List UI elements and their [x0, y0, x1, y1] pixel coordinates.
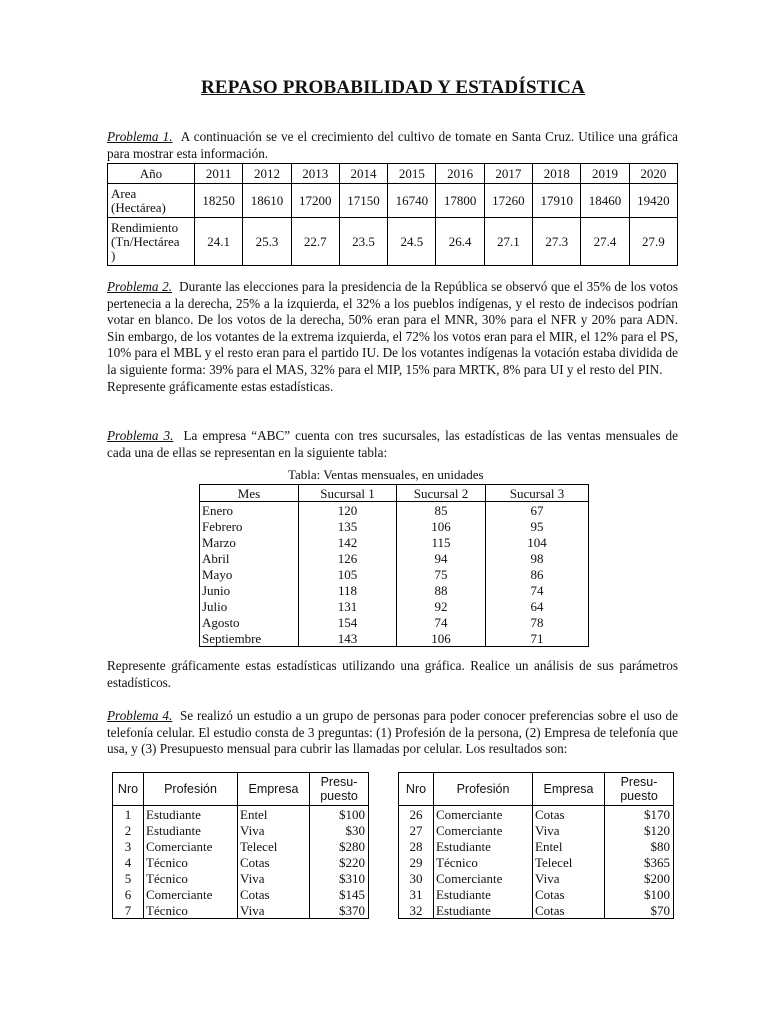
value-cell: 71: [486, 630, 589, 647]
profesion-cell: Comerciante: [144, 886, 238, 902]
table-row: [399, 902, 674, 919]
sales-table: [199, 484, 589, 647]
presupuesto-cell: $100: [310, 806, 369, 823]
table-row: [200, 582, 589, 598]
nro-cell: 31: [399, 886, 434, 902]
empresa-cell: Cotas: [533, 902, 605, 919]
nro-cell: 27: [399, 822, 434, 838]
header-presupuesto-line: puesto: [320, 789, 358, 803]
profesion-cell: Técnico: [434, 854, 533, 870]
month-cell: Septiembre: [200, 630, 299, 647]
month-cell: Abril: [200, 550, 299, 566]
area-cell: 18250: [195, 184, 243, 218]
problem-1-statement: [107, 129, 678, 162]
year-cell: 2015: [388, 164, 436, 184]
problem-1-text: A continuación se ve el crecimiento del cultivo de tomate en Santa Cruz. Utilice una gráfica para mostrar esta información.: [107, 129, 679, 161]
nro-cell: 6: [113, 886, 144, 902]
empresa-cell: Viva: [533, 870, 605, 886]
table-row: [200, 534, 589, 550]
nro-cell: 1: [113, 806, 144, 823]
rend-cell: 27.4: [581, 218, 629, 266]
area-cell: 17200: [291, 184, 339, 218]
value-cell: 78: [486, 614, 589, 630]
year-cell: 2011: [195, 164, 243, 184]
rendimiento-label: [108, 218, 195, 266]
profesion-cell: Técnico: [144, 902, 238, 919]
value-cell: 67: [486, 502, 589, 519]
value-cell: 64: [486, 598, 589, 614]
profesion-cell: Estudiante: [434, 838, 533, 854]
value-cell: 106: [397, 630, 486, 647]
value-cell: 142: [299, 534, 397, 550]
nro-cell: 32: [399, 902, 434, 919]
area-cell: 18610: [243, 184, 291, 218]
rendimiento-label-line: (Tn/Hectárea: [111, 233, 180, 249]
header-presupuesto-line: Presu-: [620, 775, 658, 789]
rend-cell: 26.4: [436, 218, 484, 266]
area-cell: 17800: [436, 184, 484, 218]
value-cell: 120: [299, 502, 397, 519]
table-row: [200, 550, 589, 566]
table-row: [108, 218, 678, 266]
header-presupuesto: [605, 773, 674, 806]
table-row: [399, 886, 674, 902]
year-cell: 2012: [243, 164, 291, 184]
nro-cell: 29: [399, 854, 434, 870]
rend-cell: 24.1: [195, 218, 243, 266]
month-cell: Mayo: [200, 566, 299, 582]
table-row: [113, 806, 369, 823]
profesion-cell: Estudiante: [434, 902, 533, 919]
table-row: [399, 854, 674, 870]
empresa-cell: Viva: [238, 822, 310, 838]
header-presupuesto: [310, 773, 369, 806]
rend-cell: 27.9: [629, 218, 677, 266]
presupuesto-cell: $370: [310, 902, 369, 919]
problem-3-instruction: Represente gráficamente estas estadísticas utilizando una gráfica. Realice un análisis de sus parámetros estadísticos.: [107, 658, 678, 690]
value-cell: 94: [397, 550, 486, 566]
empresa-cell: Cotas: [533, 886, 605, 902]
month-cell: Marzo: [200, 534, 299, 550]
table-header-row: [113, 773, 369, 806]
problem-3-statement: [107, 428, 678, 461]
area-cell: 16740: [388, 184, 436, 218]
presupuesto-cell: $220: [310, 854, 369, 870]
table-row: [200, 598, 589, 614]
table-row: [113, 870, 369, 886]
value-cell: 95: [486, 518, 589, 534]
header-profesion: Profesión: [144, 773, 238, 806]
year-cell: 2017: [484, 164, 532, 184]
presupuesto-cell: $30: [310, 822, 369, 838]
table-row: [200, 518, 589, 534]
tomato-table: [107, 163, 678, 266]
presupuesto-cell: $100: [605, 886, 674, 902]
presupuesto-cell: $70: [605, 902, 674, 919]
table-row: [113, 838, 369, 854]
document-title: REPASO PROBABILIDAD Y ESTADÍSTICA: [200, 77, 586, 98]
profesion-cell: Comerciante: [144, 838, 238, 854]
value-cell: 88: [397, 582, 486, 598]
header-presupuesto-line: Presu-: [320, 775, 358, 789]
problem-2-label: Problema 2.: [107, 279, 172, 294]
value-cell: 154: [299, 614, 397, 630]
year-header: Año: [108, 164, 195, 184]
table-row: [113, 902, 369, 919]
nro-cell: 3: [113, 838, 144, 854]
value-cell: 135: [299, 518, 397, 534]
value-cell: 126: [299, 550, 397, 566]
survey-table-left: [112, 772, 369, 919]
rend-cell: 25.3: [243, 218, 291, 266]
table-row: [399, 822, 674, 838]
header-empresa: Empresa: [238, 773, 310, 806]
value-cell: 86: [486, 566, 589, 582]
year-cell: 2018: [533, 164, 581, 184]
nro-cell: 5: [113, 870, 144, 886]
empresa-cell: Telecel: [533, 854, 605, 870]
profesion-cell: Comerciante: [434, 870, 533, 886]
profesion-cell: Comerciante: [434, 822, 533, 838]
empresa-cell: Entel: [238, 806, 310, 823]
year-cell: 2014: [339, 164, 387, 184]
problem-4-label: Problema 4.: [107, 708, 173, 723]
month-cell: Febrero: [200, 518, 299, 534]
value-cell: 92: [397, 598, 486, 614]
rendimiento-label-line: Rendimiento: [111, 219, 179, 235]
header-sucursal-3: Sucursal 3: [486, 485, 589, 502]
profesion-cell: Estudiante: [144, 806, 238, 823]
year-cell: 2016: [436, 164, 484, 184]
nro-cell: 26: [399, 806, 434, 823]
nro-cell: 28: [399, 838, 434, 854]
month-cell: Enero: [200, 502, 299, 519]
month-cell: Junio: [200, 582, 299, 598]
sales-table-caption: Tabla: Ventas mensuales, en unidades: [288, 467, 484, 482]
empresa-cell: Viva: [238, 902, 310, 919]
year-cell: 2020: [629, 164, 677, 184]
problem-2-instruction: Represente gráficamente estas estadísticas.: [107, 378, 334, 394]
area-label-line: (Hectárea): [111, 199, 166, 215]
table-row: [399, 806, 674, 823]
empresa-cell: Entel: [533, 838, 605, 854]
table-header-row: [200, 485, 589, 502]
nro-cell: 4: [113, 854, 144, 870]
survey-table-right: [398, 772, 674, 919]
value-cell: 75: [397, 566, 486, 582]
presupuesto-cell: $80: [605, 838, 674, 854]
header-empresa: Empresa: [533, 773, 605, 806]
table-row: [113, 886, 369, 902]
rend-cell: 27.1: [484, 218, 532, 266]
table-row: [113, 822, 369, 838]
header-sucursal-1: Sucursal 1: [299, 485, 397, 502]
presupuesto-cell: $280: [310, 838, 369, 854]
rend-cell: 27.3: [533, 218, 581, 266]
table-row: [200, 502, 589, 519]
rend-cell: 23.5: [339, 218, 387, 266]
empresa-cell: Cotas: [238, 886, 310, 902]
value-cell: 85: [397, 502, 486, 519]
presupuesto-cell: $200: [605, 870, 674, 886]
table-header-row: [108, 164, 678, 184]
profesion-cell: Estudiante: [434, 886, 533, 902]
table-row: [200, 566, 589, 582]
empresa-cell: Telecel: [238, 838, 310, 854]
problem-2-statement: [107, 279, 678, 395]
value-cell: 74: [397, 614, 486, 630]
presupuesto-cell: $120: [605, 822, 674, 838]
problem-4-text: Se realizó un estudio a un grupo de personas para poder conocer preferencias sobre el uso de telefonía celular. El estudio consta de 3 preguntas: (1) Profesión de la persona, (2) Empresa de telefonía que usa, y (3) Presupuesto mensual para cubrir las llamadas por celular. Los resultados son:: [107, 708, 678, 757]
area-cell: 18460: [581, 184, 629, 218]
area-label-line: Area: [111, 185, 137, 201]
value-cell: 131: [299, 598, 397, 614]
presupuesto-cell: $145: [310, 886, 369, 902]
value-cell: 105: [299, 566, 397, 582]
year-cell: 2019: [581, 164, 629, 184]
area-label: [108, 184, 195, 218]
problem-4-statement: [107, 708, 678, 758]
area-cell: 17150: [339, 184, 387, 218]
header-profesion: Profesión: [434, 773, 533, 806]
rend-cell: 24.5: [388, 218, 436, 266]
value-cell: 74: [486, 582, 589, 598]
problem-1-label: Problema 1.: [107, 129, 173, 144]
table-row: [399, 870, 674, 886]
rendimiento-label-line: ): [111, 247, 116, 263]
area-cell: 17260: [484, 184, 532, 218]
rend-cell: 22.7: [291, 218, 339, 266]
empresa-cell: Viva: [238, 870, 310, 886]
presupuesto-cell: $310: [310, 870, 369, 886]
table-row: [108, 184, 678, 218]
empresa-cell: Viva: [533, 822, 605, 838]
table-row: [200, 630, 589, 647]
profesion-cell: Técnico: [144, 870, 238, 886]
table-row: [399, 838, 674, 854]
problem-2-text: Durante las elecciones para la presidencia de la República se observó que el 35% de los votos pertenecia a la derecha, 25% a la izquierda, el 32% a los pueblos indígenas, y el resto de indecisos podrían votar en blanco. De los votos de la derecha, 50% eran para el MNR, 30% para el NFR y 20% para ADN. Sin embargo, de los votantes de la extrema izquierda, el 72% los votos eran para el MIR, el 12% para el PS, 10% para el MBL y el resto eran para el partido IU. De los votantes indígenas la votación estaba dividida de la siguiente forma: 39% para el MAS, 32% para el MIP, 15% para MRTK, 8% para UI y el resto del PIN.: [107, 279, 678, 377]
problem-3-label: Problema 3.: [107, 428, 174, 443]
header-mes: Mes: [200, 485, 299, 502]
month-cell: Julio: [200, 598, 299, 614]
value-cell: 104: [486, 534, 589, 550]
table-row: [200, 614, 589, 630]
problem-3-text: La empresa “ABC” cuenta con tres sucursales, las estadísticas de las ventas mensuales de cada una de ellas se representan en la siguiente tabla:: [107, 428, 679, 460]
value-cell: 98: [486, 550, 589, 566]
presupuesto-cell: $170: [605, 806, 674, 823]
profesion-cell: Técnico: [144, 854, 238, 870]
nro-cell: 2: [113, 822, 144, 838]
area-cell: 19420: [629, 184, 677, 218]
nro-cell: 7: [113, 902, 144, 919]
profesion-cell: Estudiante: [144, 822, 238, 838]
presupuesto-cell: $365: [605, 854, 674, 870]
profesion-cell: Comerciante: [434, 806, 533, 823]
header-presupuesto-line: puesto: [620, 789, 658, 803]
value-cell: 143: [299, 630, 397, 647]
table-header-row: [399, 773, 674, 806]
empresa-cell: Cotas: [238, 854, 310, 870]
value-cell: 115: [397, 534, 486, 550]
month-cell: Agosto: [200, 614, 299, 630]
year-cell: 2013: [291, 164, 339, 184]
header-nro: Nro: [399, 773, 434, 806]
value-cell: 118: [299, 582, 397, 598]
area-cell: 17910: [533, 184, 581, 218]
value-cell: 106: [397, 518, 486, 534]
table-row: [113, 854, 369, 870]
header-nro: Nro: [113, 773, 144, 806]
empresa-cell: Cotas: [533, 806, 605, 823]
header-sucursal-2: Sucursal 2: [397, 485, 486, 502]
nro-cell: 30: [399, 870, 434, 886]
